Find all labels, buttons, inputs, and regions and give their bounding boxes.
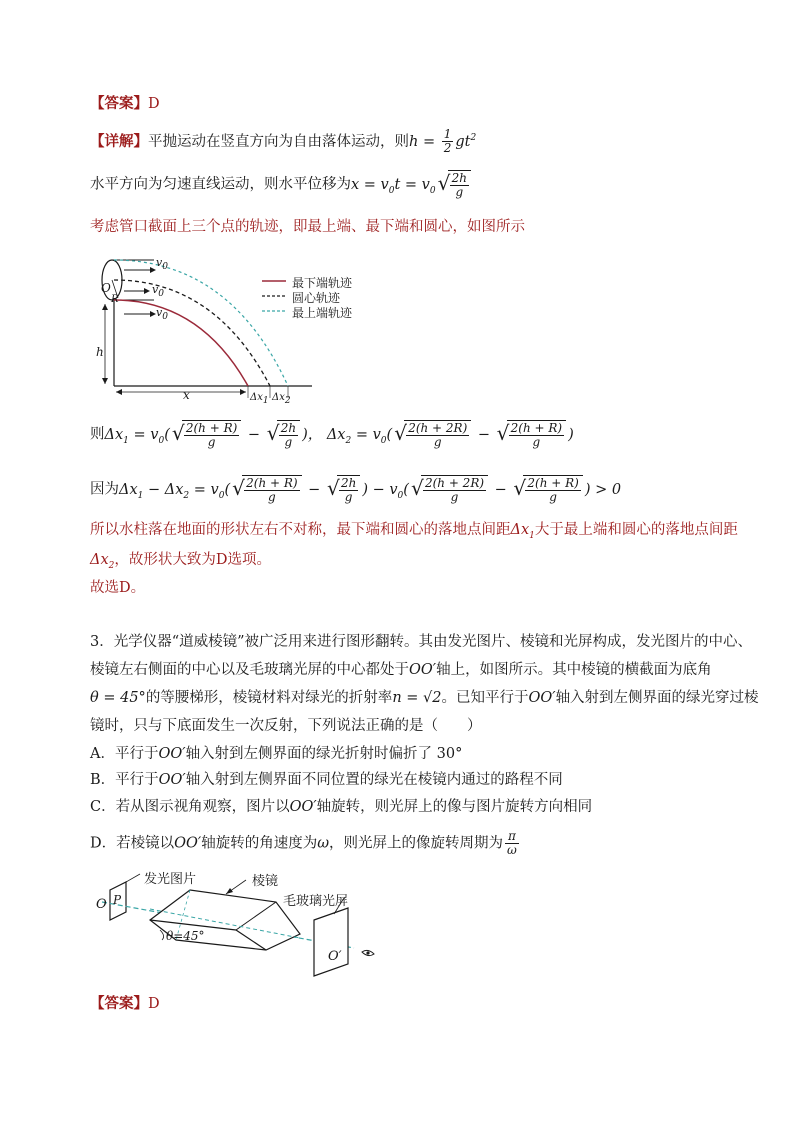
detail-line-1 bbox=[90, 128, 476, 155]
dx2-label: $\Delta x_2$ bbox=[272, 392, 291, 406]
omega-symbol: ω bbox=[317, 835, 330, 852]
legend-bottom: 最下端轨迹 bbox=[292, 276, 353, 290]
option-a-text-b: 轴入射到左侧界面的绿光折射时偏折了 30° bbox=[185, 746, 463, 762]
answer-value-2: D bbox=[148, 996, 160, 1012]
option-b-text-b: 轴入射到左侧界面不同位置的绿光在棱镜内通过的路程不同 bbox=[185, 772, 563, 788]
q3-line-2 bbox=[90, 660, 712, 680]
ze-label: 则 bbox=[90, 426, 105, 443]
delta-formula-line bbox=[90, 420, 574, 450]
q3-text-2b: 轴上，如图所示。其中棱镜的横截面为底角 bbox=[436, 662, 712, 678]
option-d-text-a: D．若棱镜以 bbox=[90, 835, 175, 852]
q3-text-3a: 的等腰梯形，棱镜材料对绿光的折射率 bbox=[145, 690, 393, 706]
conclusion-text-b: 大于最上端和圆心的落地点间距 bbox=[534, 522, 738, 538]
label-prism: 棱镜 bbox=[252, 874, 279, 889]
yinwei-label: 因为 bbox=[90, 481, 119, 498]
conclusion-text-a: 所以水柱落在地面的形状左右不对称，最下端和圆心的落地点间距 bbox=[90, 522, 511, 538]
conclusion-text-c: ，故形状大致为D选项。 bbox=[114, 552, 272, 568]
label-angle: θ=45° bbox=[166, 929, 205, 943]
label-picture: 发光图片 bbox=[144, 872, 197, 887]
option-c-text-b: 轴旋转，则光屏上的像与图片旋转方向相同 bbox=[316, 799, 593, 815]
label-screen: 毛玻璃光屏 bbox=[283, 894, 349, 909]
o-prime-label: O′ bbox=[328, 949, 342, 964]
q3-text-2a: 棱镜左右侧面的中心以及毛玻璃光屏的中心都处于 bbox=[90, 662, 409, 678]
conclusion-line-2 bbox=[90, 550, 271, 576]
delta-formula: $\Delta x_1 = v_0$( √ $\frac{2(h + R)}{g}$ − √ $\frac{2h}{g}$ )， $\Delta x_2 = v_0$( √ $\frac{2(h + 2R)}{g}$ − √ $\frac{2(h + R)}{g}$ ) bbox=[105, 427, 574, 443]
q3-text-3b: 。已知平行于 bbox=[441, 690, 529, 706]
q3-number: 3． bbox=[90, 634, 114, 650]
formula-x: $x = v_0t = v_0$ √ $\frac{2h}{g}$ bbox=[351, 177, 473, 193]
top-trajectory bbox=[114, 260, 288, 386]
option-a-text-a: A．平行于 bbox=[90, 746, 159, 762]
dx2-inline: $\Delta x_2$ bbox=[90, 552, 115, 571]
bottom-trajectory bbox=[114, 300, 248, 386]
legend-center: 圆心轨迹 bbox=[292, 291, 341, 305]
q3-line-3 bbox=[90, 688, 759, 708]
axis-oo-c: OO′ bbox=[289, 799, 317, 815]
answer-value: D bbox=[148, 96, 160, 112]
axis-oo-a: OO′ bbox=[158, 746, 186, 762]
option-d-text-b: 轴旋转的角速度为 bbox=[201, 835, 318, 852]
difference-formula-line bbox=[90, 475, 621, 505]
option-b[interactable] bbox=[90, 770, 563, 790]
conclusion-line-1 bbox=[90, 520, 738, 546]
axis-oo-b: OO′ bbox=[158, 772, 186, 788]
screen-shape bbox=[314, 908, 348, 976]
legend-top: 最上端轨迹 bbox=[292, 306, 353, 320]
detail-tag: 【详解】 bbox=[90, 132, 148, 150]
h-dim-label: h bbox=[96, 345, 104, 359]
refractive-index: n = √2 bbox=[392, 690, 442, 706]
p-label: P bbox=[113, 893, 122, 907]
difference-formula: $\Delta x_1 - \Delta x_2 = v_0$( √ $\frac{2(h + R)}{g}$ − √ $\frac{2h}{g}$ ) − $v_0$( √ $\frac{2(h + 2R)}{g}$ − √ $\frac{2(h + R)}{g}$ ) > 0 bbox=[119, 482, 621, 498]
v0-label-bottom: $v_0$ bbox=[156, 306, 168, 323]
dx1-label: $\Delta x_1$ bbox=[250, 392, 269, 406]
final-choice: 故选D。 bbox=[90, 580, 146, 596]
answer-tag-2: 【答案】 bbox=[90, 995, 148, 1012]
axis-oo-d: OO′ bbox=[174, 835, 202, 852]
r-label: R bbox=[111, 294, 119, 305]
answer-tag: 【答案】 bbox=[90, 95, 148, 112]
option-c-text-a: C．若从图示视角观察，图片以 bbox=[90, 799, 290, 815]
formula-h: h = $\frac{1}{2}$ $gt^2$ bbox=[409, 127, 477, 156]
detail-text-1: 平抛运动在竖直方向为自由落体运动，则 bbox=[148, 133, 409, 150]
dx1-inline: $\Delta x_1$ bbox=[510, 522, 535, 541]
axis-oo-2: OO′ bbox=[528, 690, 556, 706]
answer-line-2 bbox=[90, 994, 160, 1014]
o-point-label: O bbox=[96, 897, 107, 912]
v0-label-center: $v_0$ bbox=[152, 283, 164, 300]
o-label: O bbox=[101, 281, 111, 295]
option-c[interactable] bbox=[90, 797, 592, 817]
option-d[interactable] bbox=[90, 830, 521, 857]
detail-text-2: 水平方向为匀速直线运动，则水平位移为 bbox=[90, 176, 351, 193]
q3-line-1 bbox=[90, 632, 752, 652]
option-a[interactable] bbox=[90, 744, 462, 764]
detail-line-3: 考虑管口截面上三个点的轨迹，即最上端、最下端和圆心，如图所示 bbox=[90, 219, 525, 235]
center-trajectory bbox=[114, 280, 270, 386]
option-d-text-c: ，则光屏上的像旋转周期为 bbox=[329, 835, 504, 852]
q3-line-4: 镜时，只与下底面发生一次反射，下列说法正确的是（ ） bbox=[90, 718, 482, 734]
theta-value: θ = 45° bbox=[90, 690, 146, 706]
dove-prism-figure bbox=[96, 868, 386, 980]
period-formula: $\frac{\pi}{\omega}$ bbox=[507, 829, 517, 857]
answer-line-1 bbox=[90, 94, 160, 114]
axis-oo: OO′ bbox=[409, 662, 437, 678]
v0-label-top: $v_0$ bbox=[156, 256, 168, 273]
x-dim-label: x bbox=[183, 388, 190, 402]
q3-text-1: 光学仪器“道威棱镜”被广泛用来进行图形翻转。其由发光图片、棱镜和光屏构成，发光图片的中心、 bbox=[113, 634, 753, 650]
detail-line-2 bbox=[90, 170, 473, 200]
q3-text-3c: 轴入射到左侧界面的绿光穿过棱 bbox=[555, 690, 759, 706]
option-b-text-a: B．平行于 bbox=[90, 772, 159, 788]
